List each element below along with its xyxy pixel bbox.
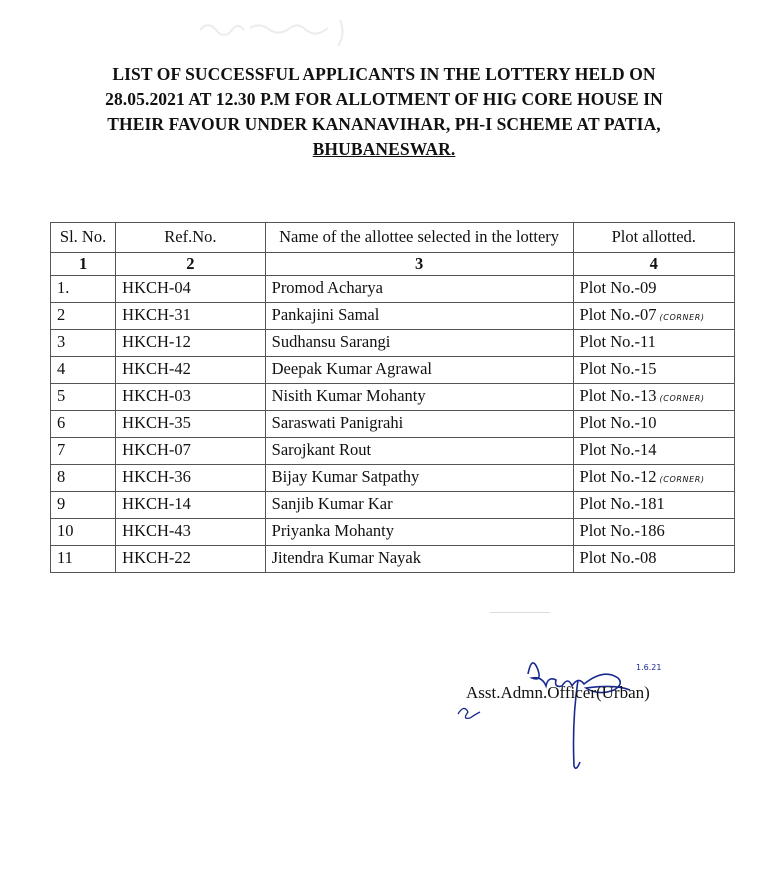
- signature-block: [450, 640, 710, 780]
- cell-sl: 11: [51, 546, 116, 573]
- plot-number: Plot No.-11: [579, 332, 656, 351]
- faint-bleedthrough-text: [190, 8, 370, 52]
- plot-number: Plot No.-10: [579, 413, 657, 432]
- header-sl-no: Sl. No.: [51, 223, 116, 253]
- cell-plot: [573, 411, 734, 438]
- cell-ref: HKCH-35: [116, 411, 265, 438]
- cell-name: Saraswati Panigrahi: [265, 411, 573, 438]
- cell-sl: 4: [51, 357, 116, 384]
- header-ref-no: Ref.No.: [116, 223, 265, 253]
- cell-name: Pankajini Samal: [265, 303, 573, 330]
- corner-note: (CORNER): [659, 394, 705, 403]
- cell-ref: HKCH-12: [116, 330, 265, 357]
- corner-note: (CORNER): [659, 475, 705, 484]
- table-row: [51, 492, 735, 519]
- cell-ref: HKCH-07: [116, 438, 265, 465]
- column-number-2: 2: [116, 253, 265, 276]
- plot-number: Plot No.-09: [579, 278, 657, 297]
- column-number-4: 4: [573, 253, 734, 276]
- cell-name: Priyanka Mohanty: [265, 519, 573, 546]
- cell-sl: 1.: [51, 276, 116, 303]
- cell-sl: 3: [51, 330, 116, 357]
- cell-name: Bijay Kumar Satpathy: [265, 465, 573, 492]
- cell-name: Jitendra Kumar Nayak: [265, 546, 573, 573]
- cell-plot: [573, 276, 734, 303]
- plot-number: Plot No.-181: [579, 494, 665, 513]
- header-plot-allotted: Plot allotted.: [573, 223, 734, 253]
- cell-sl: 5: [51, 384, 116, 411]
- title-line-2: 28.05.2021 AT 12.30 P.M FOR ALLOTMENT OF HIG CORE HOUSE IN: [105, 89, 663, 109]
- faint-mark: [490, 612, 550, 613]
- table-row: [51, 411, 735, 438]
- plot-number: Plot No.-07: [579, 305, 657, 324]
- cell-ref: HKCH-03: [116, 384, 265, 411]
- cell-ref: HKCH-31: [116, 303, 265, 330]
- handwritten-signature: [450, 640, 710, 780]
- cell-plot: [573, 519, 734, 546]
- plot-number: Plot No.-08: [579, 548, 657, 567]
- cell-plot: [573, 357, 734, 384]
- title-line-4: BHUBANESWAR.: [312, 139, 456, 159]
- cell-plot: [573, 330, 734, 357]
- cell-ref: HKCH-42: [116, 357, 265, 384]
- table-row: [51, 330, 735, 357]
- cell-name: Nisith Kumar Mohanty: [265, 384, 573, 411]
- cell-name: Sudhansu Sarangi: [265, 330, 573, 357]
- signature-date: 1.6.21: [636, 663, 662, 672]
- cell-ref: HKCH-04: [116, 276, 265, 303]
- plot-number: Plot No.-186: [579, 521, 665, 540]
- table-row: [51, 519, 735, 546]
- cell-sl: 8: [51, 465, 116, 492]
- cell-name: Promod Acharya: [265, 276, 573, 303]
- table-body: [51, 276, 735, 573]
- allottee-table: [50, 222, 735, 573]
- cell-plot: [573, 384, 734, 411]
- document-title: [40, 62, 728, 162]
- plot-number: Plot No.-12: [579, 467, 657, 486]
- header-allottee-name: Name of the allottee selected in the lottery: [265, 223, 573, 253]
- cell-ref: HKCH-43: [116, 519, 265, 546]
- table-header-row: [51, 223, 735, 253]
- plot-number: Plot No.-15: [579, 359, 657, 378]
- table-row: [51, 438, 735, 465]
- table-row: [51, 465, 735, 492]
- cell-name: Deepak Kumar Agrawal: [265, 357, 573, 384]
- cell-plot: [573, 465, 734, 492]
- plot-number: Plot No.-13: [579, 386, 657, 405]
- cell-plot: [573, 546, 734, 573]
- cell-ref: HKCH-22: [116, 546, 265, 573]
- cell-sl: 6: [51, 411, 116, 438]
- cell-plot: [573, 438, 734, 465]
- cell-name: Sanjib Kumar Kar: [265, 492, 573, 519]
- title-line-1: LIST OF SUCCESSFUL APPLICANTS IN THE LOTTERY HELD ON: [112, 64, 656, 84]
- cell-sl: 10: [51, 519, 116, 546]
- officer-designation: Asst.Admn.Officer(Urban): [466, 683, 650, 702]
- cell-sl: 7: [51, 438, 116, 465]
- cell-ref: HKCH-36: [116, 465, 265, 492]
- column-number-1: 1: [51, 253, 116, 276]
- corner-note: (CORNER): [659, 313, 705, 322]
- cell-sl: 2: [51, 303, 116, 330]
- table-row: [51, 303, 735, 330]
- cell-plot: [573, 492, 734, 519]
- column-number-3: 3: [265, 253, 573, 276]
- cell-name: Sarojkant Rout: [265, 438, 573, 465]
- table-row: [51, 546, 735, 573]
- cell-sl: 9: [51, 492, 116, 519]
- title-line-3: THEIR FAVOUR UNDER KANANAVIHAR, PH-I SCHEME AT PATIA,: [107, 114, 661, 134]
- table-row: [51, 276, 735, 303]
- table-column-number-row: [51, 253, 735, 276]
- cell-plot: [573, 303, 734, 330]
- table-row: [51, 357, 735, 384]
- table-row: [51, 384, 735, 411]
- plot-number: Plot No.-14: [579, 440, 657, 459]
- cell-ref: HKCH-14: [116, 492, 265, 519]
